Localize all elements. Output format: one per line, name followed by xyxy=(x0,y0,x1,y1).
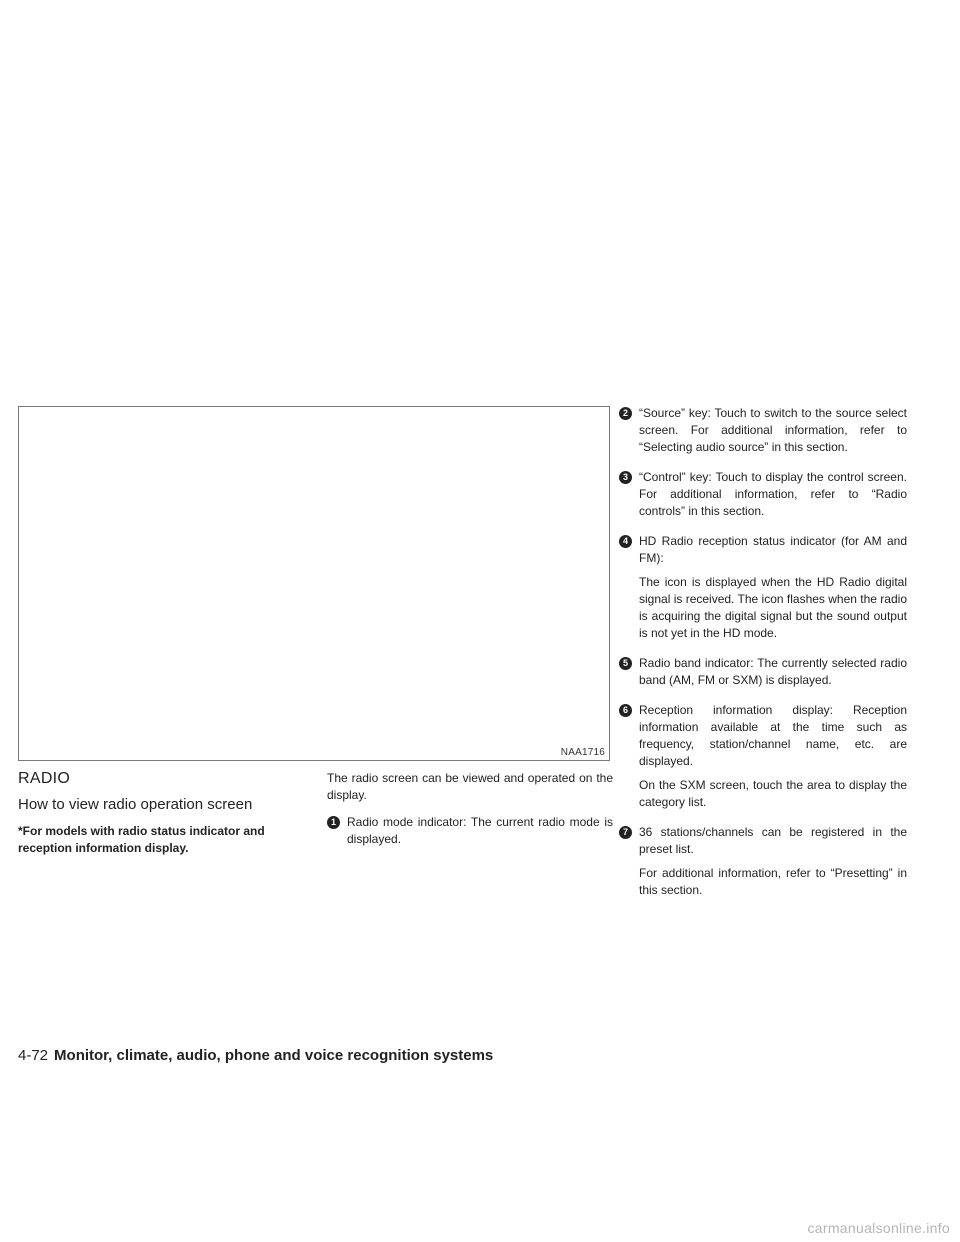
list-item xyxy=(619,533,907,567)
column-left xyxy=(18,770,318,857)
item-text: 36 stations/channels can be registered in the preset list. xyxy=(639,825,907,856)
item-text: HD Radio reception status indicator (for AM and FM): xyxy=(639,534,907,565)
column-right xyxy=(619,405,907,912)
number-badge: 2 xyxy=(619,407,632,420)
subsection-title: How to view radio operation screen xyxy=(18,796,253,813)
item-text: “Source” key: Touch to switch to the source select screen. For additional information, refer to “Selecting audio source” in this section. xyxy=(639,406,907,454)
figure-frame xyxy=(18,406,610,761)
column-middle xyxy=(327,770,613,861)
list-item xyxy=(619,702,907,770)
item-text: Radio band indicator: The currently selected radio band (AM, FM or SXM) is displayed. xyxy=(639,656,907,687)
figure-id: NAA1716 xyxy=(560,747,605,758)
list-item xyxy=(619,405,907,456)
list-item xyxy=(619,655,907,689)
item-subtext: On the SXM screen, touch the area to display the category list. xyxy=(639,778,907,809)
number-badge: 5 xyxy=(619,657,632,670)
list-item xyxy=(619,824,907,858)
number-badge: 3 xyxy=(619,471,632,484)
number-badge: 7 xyxy=(619,826,632,839)
number-badge: 4 xyxy=(619,535,632,548)
number-badge: 1 xyxy=(327,816,340,829)
item-text: “Control” key: Touch to display the control screen. For additional information, refer to “Radio controls” in this section. xyxy=(639,470,907,518)
intro-text: The radio screen can be viewed and operated on the display. xyxy=(327,771,613,802)
watermark-link[interactable]: carmanualsonline.info xyxy=(807,1220,950,1236)
item-text: Radio mode indicator: The current radio mode is displayed. xyxy=(347,815,613,846)
list-item xyxy=(619,469,907,520)
section-title: RADIO xyxy=(18,770,71,787)
page-number: 4-72 xyxy=(18,1047,49,1064)
list-item xyxy=(327,814,613,848)
model-note: *For models with radio status indicator and reception information display. xyxy=(18,824,265,855)
item-text: Reception information display: Reception information available at the time such as frequency, station/channel name, etc. are displayed. xyxy=(639,703,907,768)
chapter-title: Monitor, climate, audio, phone and voice recognition systems xyxy=(54,1047,494,1064)
number-badge: 6 xyxy=(619,704,632,717)
page-footer xyxy=(18,1047,493,1064)
item-subtext: The icon is displayed when the HD Radio digital signal is received. The icon flashes when the radio is acquiring the digital signal but the sound output is not yet in the HD mode. xyxy=(639,575,907,640)
item-subtext: For additional information, refer to “Presetting” in this section. xyxy=(639,866,907,897)
